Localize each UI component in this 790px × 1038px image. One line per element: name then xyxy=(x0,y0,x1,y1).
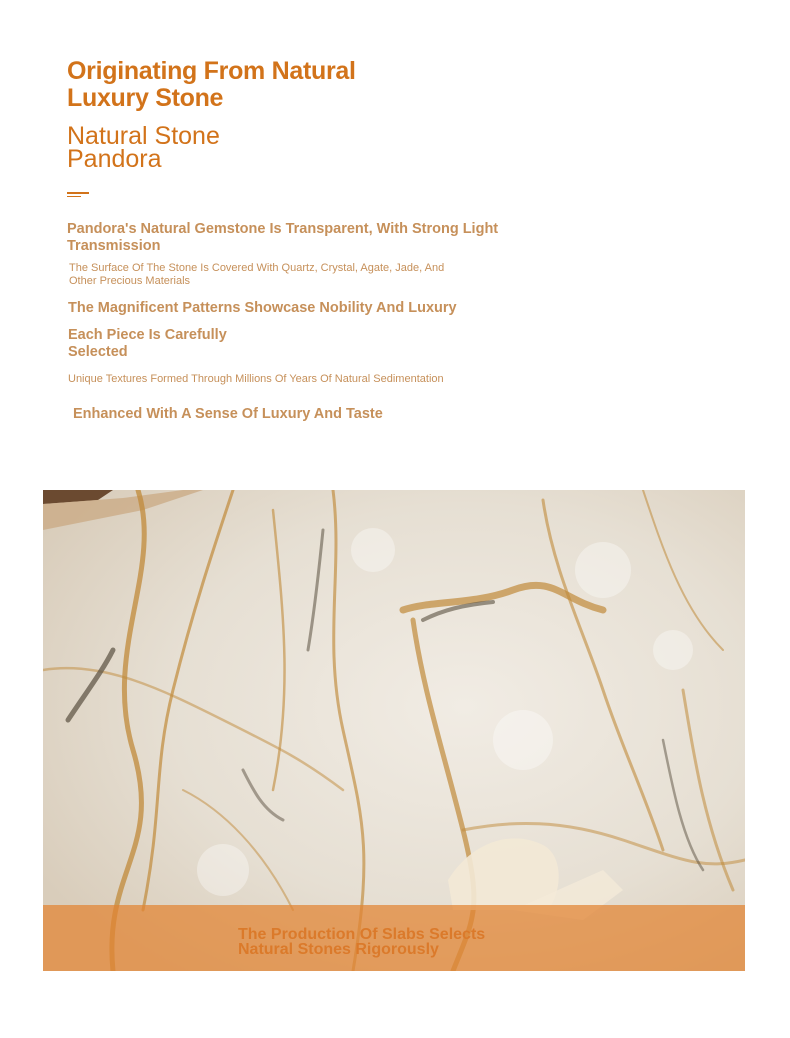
page-title xyxy=(67,58,356,112)
divider xyxy=(67,192,89,194)
stone-texture xyxy=(43,490,745,971)
page-subtitle xyxy=(67,122,220,173)
stone-slab-image xyxy=(43,490,745,971)
stone-caption: The Production Of Slabs Selects Natural Stones Rigorously xyxy=(238,926,486,958)
title-line-2: Luxury Stone xyxy=(67,84,224,112)
feature-textures: Unique Textures Formed Through Millions Of Years Of Natural Sedimentation xyxy=(68,373,444,385)
feature-luxury-taste: Enhanced With A Sense Of Luxury And Taste xyxy=(73,406,383,422)
title-line-1: Originating From Natural xyxy=(67,57,356,85)
subtitle-line-1: Natural Stone xyxy=(67,122,220,150)
subtitle-line-2: Pandora xyxy=(67,145,162,173)
feature-selected: Each Piece Is Carefully Selected xyxy=(68,327,227,360)
feature-surface-materials: The Surface Of The Stone Is Covered With Quartz, Crystal, Agate, Jade, And Other Precious Materials xyxy=(69,262,445,287)
feature-patterns: The Magnificent Patterns Showcase Nobility And Luxury xyxy=(68,300,457,316)
feature-transparency: Pandora's Natural Gemstone Is Transparent, With Strong Light Transmission xyxy=(67,221,499,254)
